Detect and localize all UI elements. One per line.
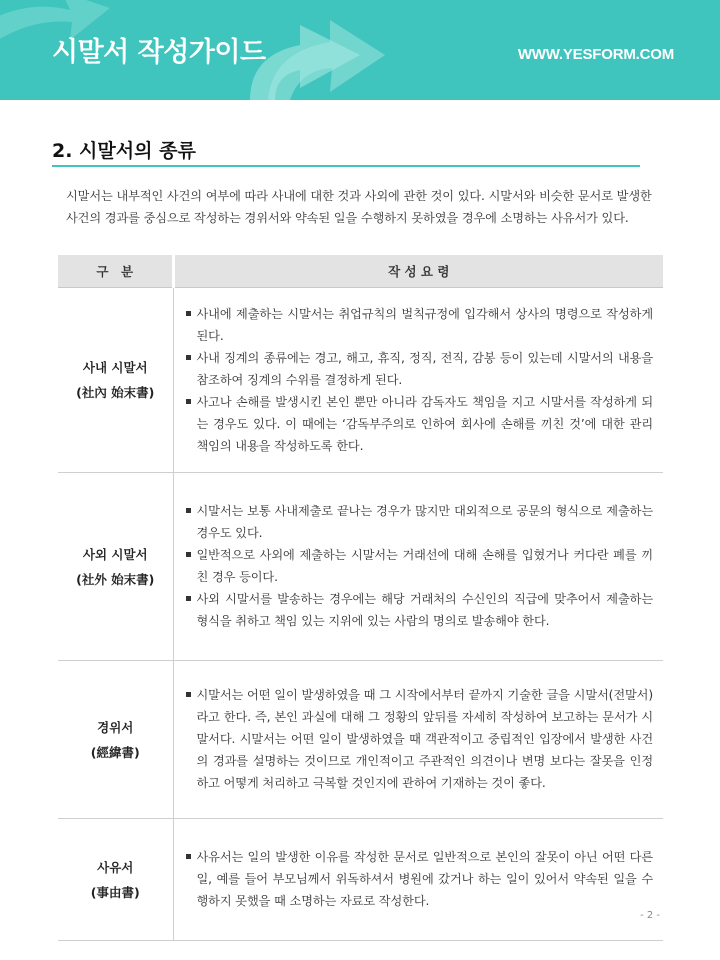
category-name: 사유서	[97, 859, 134, 875]
table-row	[58, 661, 663, 819]
guideline-item: 사유서는 일의 발생한 이유를 작성한 문서로 일반적으로 본인의 잘못이 아닌 어떤 다른 일, 예를 들어 부모님께서 위독하셔서 병원에 갔거나 하는 일이 있어서 약속된 일을 수행하지 못했을 때 소명하는 자료로 작성한다.	[186, 846, 654, 912]
header-banner	[0, 0, 720, 100]
section-title: 2. 시말서의 종류	[52, 140, 196, 162]
guideline-item: 사외 시말서를 발송하는 경우에는 해당 거래처의 수신인의 직급에 맞추어서 제출하는 형식을 취하고 책임 있는 지위에 있는 사람의 명의로 발송해야 한다.	[186, 588, 654, 632]
table-header-row	[58, 255, 663, 288]
category-name: 경위서	[97, 719, 134, 735]
guideline-item: 시말서는 보통 사내제출로 끝나는 경우가 많지만 대외적으로 공문의 형식으로 제출하는 경우도 있다.	[186, 500, 654, 544]
category-name: 사외 시말서	[82, 546, 148, 562]
category-name: 사내 시말서	[82, 360, 148, 375]
guideline-cell	[173, 288, 663, 473]
category-cell	[58, 819, 173, 941]
category-cell	[58, 473, 173, 661]
category-hanja: (社內 始末書)	[76, 385, 155, 400]
category-hanja: (經緯書)	[90, 744, 140, 760]
category-hanja: (事由書)	[90, 884, 140, 900]
banner-title: 시말서 작성가이드	[52, 37, 266, 68]
guideline-item: 시말서는 어떤 일이 발생하였을 때 그 시작에서부터 끝까지 기술한 글을 시말서(전말서)라고 한다. 즉, 본인 과실에 대해 그 정황의 앞뒤를 자세히 작성하여 보고하는 문서가 시말서다. 시말서는 어떤 일이 발생하였을 때 객관적이고 중립적인 입장에서 발생한 사건의 경과를 설명하는 것이므로 개인적이고 주관적인 의견이나 변명 보다는 잘못을 인정하고 어떻게 처리하고 극복할 것인지에 관하여 기재하는 것이 좋다.	[186, 684, 654, 794]
category-hanja: (社外 始末書)	[76, 571, 155, 587]
guideline-item: 사내에 제출하는 시말서는 취업규칙의 벌칙규정에 입각해서 상사의 명령으로 작성하게 된다.	[186, 303, 654, 347]
guideline-item: 사내 징계의 종류에는 경고, 해고, 휴직, 정직, 전직, 감봉 등이 있는데 시말서의 내용을 참조하여 징계의 수위를 결정하게 된다.	[186, 347, 654, 391]
table-row	[58, 819, 663, 941]
table-row	[58, 473, 663, 661]
header-guidelines: 작 성 요 령	[173, 255, 663, 288]
header-category: 구 분	[58, 255, 173, 288]
category-cell	[58, 288, 173, 473]
intro-paragraph: 시말서는 내부적인 사건의 여부에 따라 사내에 대한 것과 사외에 관한 것이 있다. 시말서와 비슷한 문서로 발생한 사건의 경과를 중심으로 작성하는 경위서와 약속된 일을 수행하지 못하였을 경우에 소명하는 사유서가 있다.	[66, 189, 652, 225]
guideline-cell	[173, 819, 663, 941]
guideline-cell	[173, 661, 663, 819]
document-types-table	[58, 255, 663, 941]
page-number: - 2 -	[640, 910, 660, 921]
category-cell	[58, 661, 173, 819]
table-row	[58, 288, 663, 473]
guideline-cell	[173, 473, 663, 661]
section-divider	[52, 165, 640, 167]
guideline-item: 일반적으로 사외에 제출하는 시말서는 거래선에 대해 손해를 입혔거나 커다란 폐를 끼친 경우 등이다.	[186, 544, 654, 588]
site-url[interactable]: WWW.YESFORM.COM	[517, 46, 674, 63]
guideline-item: 사고나 손해를 발생시킨 본인 뿐만 아니라 감독자도 책임을 지고 시말서를 작성하게 되는 경우도 있다. 이 때에는 ‘감독부주의로 인하여 회사에 손해를 끼친 것’에 대한 관리 책임의 내용을 작성하도록 한다.	[186, 391, 654, 457]
